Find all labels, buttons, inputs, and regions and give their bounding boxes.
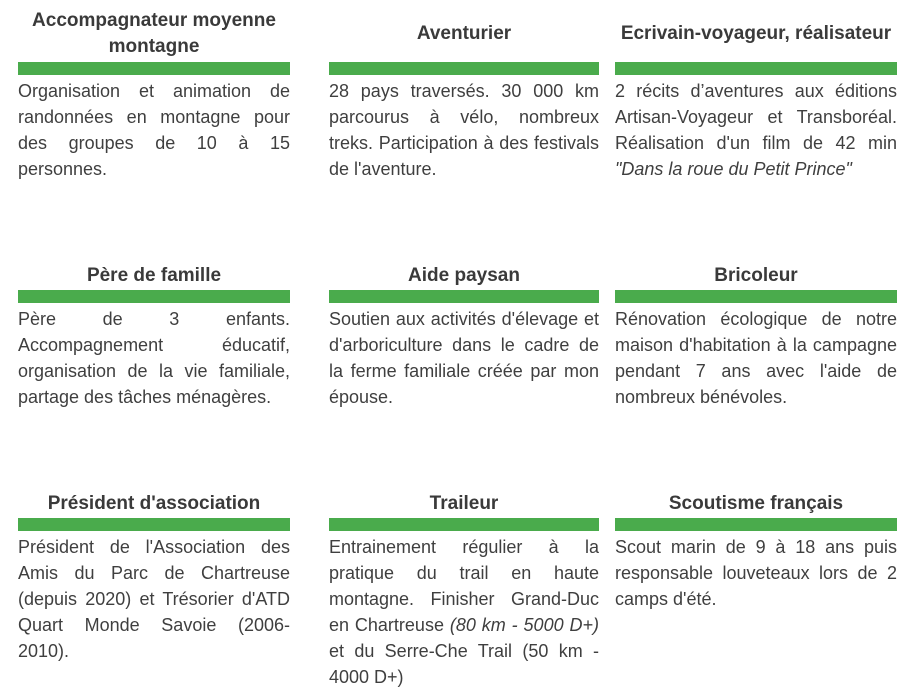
body-text-italic: "Dans la roue du Petit Prince" [615, 159, 852, 179]
cards-row-1 [18, 5, 905, 250]
body-text: Soutien aux activités d'élevage et d'arboriculture dans le cadre de la ferme familiale créée par mon épouse. [329, 309, 599, 407]
green-divider-bar [329, 62, 599, 75]
green-divider-bar [615, 518, 897, 531]
card-pere-de-famille [18, 250, 290, 410]
card-body [329, 306, 599, 410]
card-body [18, 534, 290, 664]
cards-row-3 [18, 478, 905, 690]
body-text: Père de 3 enfants. Accompagnement éducatif, organisation de la vie familiale, partage des tâches ménagères. [18, 309, 290, 407]
card-title: Scoutisme français [668, 493, 844, 514]
card-accompagnateur-moyenne-montagne [18, 5, 290, 182]
card-body [18, 306, 290, 410]
body-text: Président de l'Association des Amis du Parc de Chartreuse (depuis 2020) et Trésorier d'ATD Quart Monde Savoie (2006-2010). [18, 537, 290, 661]
cards-row-2 [18, 250, 905, 478]
card-body [615, 306, 897, 410]
body-text: 2 récits d’aventures aux éditions Artisan-Voyageur et Transboréal. Réalisation d'un film de 42 min [615, 81, 897, 153]
card-traileur [329, 478, 599, 690]
card-body [18, 78, 290, 182]
card-ecrivain-voyageur-realisateur [615, 5, 897, 182]
card-body [329, 78, 599, 182]
card-title: Bricoleur [714, 265, 798, 286]
card-body [615, 78, 897, 182]
card-title: Accompagnateur moyenne montagne [32, 9, 276, 57]
body-text: Entrainement régulier à la pratique du trail en haute montagne. Finisher Grand-Duc en Chartreuse [329, 537, 599, 635]
body-text: Organisation et animation de randonnées en montagne pour des groupes de 10 à 15 personnes. [18, 81, 290, 179]
green-divider-bar [18, 290, 290, 303]
card-title: Aventurier [416, 22, 512, 44]
card-aventurier [329, 5, 599, 182]
green-divider-bar [329, 290, 599, 303]
body-text: Scout marin de 9 à 18 ans puis responsable louveteaux lors de 2 camps d'été. [615, 537, 897, 609]
body-text: 28 pays traversés. 30 000 km parcourus à vélo, nombreux treks. Participation à des festivals de l'aventure. [329, 81, 599, 179]
green-divider-bar [329, 518, 599, 531]
card-title: Président d'association [47, 493, 261, 514]
card-president-association [18, 478, 290, 664]
card-bricoleur [615, 250, 897, 410]
green-divider-bar [18, 518, 290, 531]
card-title: Traileur [429, 493, 499, 514]
card-aide-paysan [329, 250, 599, 410]
card-title: Aide paysan [408, 265, 520, 286]
card-scoutisme-francais [615, 478, 897, 612]
card-title: Père de famille [86, 265, 222, 286]
card-body [615, 534, 897, 612]
green-divider-bar [615, 290, 897, 303]
green-divider-bar [18, 62, 290, 75]
body-text-italic: (80 km - 5000 D+) [449, 615, 599, 635]
body-text: et du Serre-Che Trail (50 km - 4000 D+) [329, 641, 599, 687]
card-body [329, 534, 599, 690]
green-divider-bar [615, 62, 897, 75]
body-text: Rénovation écologique de notre maison d'habitation à la campagne pendant 7 ans avec l'aide de nombreux bénévoles. [615, 309, 897, 407]
card-title: Ecrivain-voyageur, réalisateur [620, 22, 892, 44]
